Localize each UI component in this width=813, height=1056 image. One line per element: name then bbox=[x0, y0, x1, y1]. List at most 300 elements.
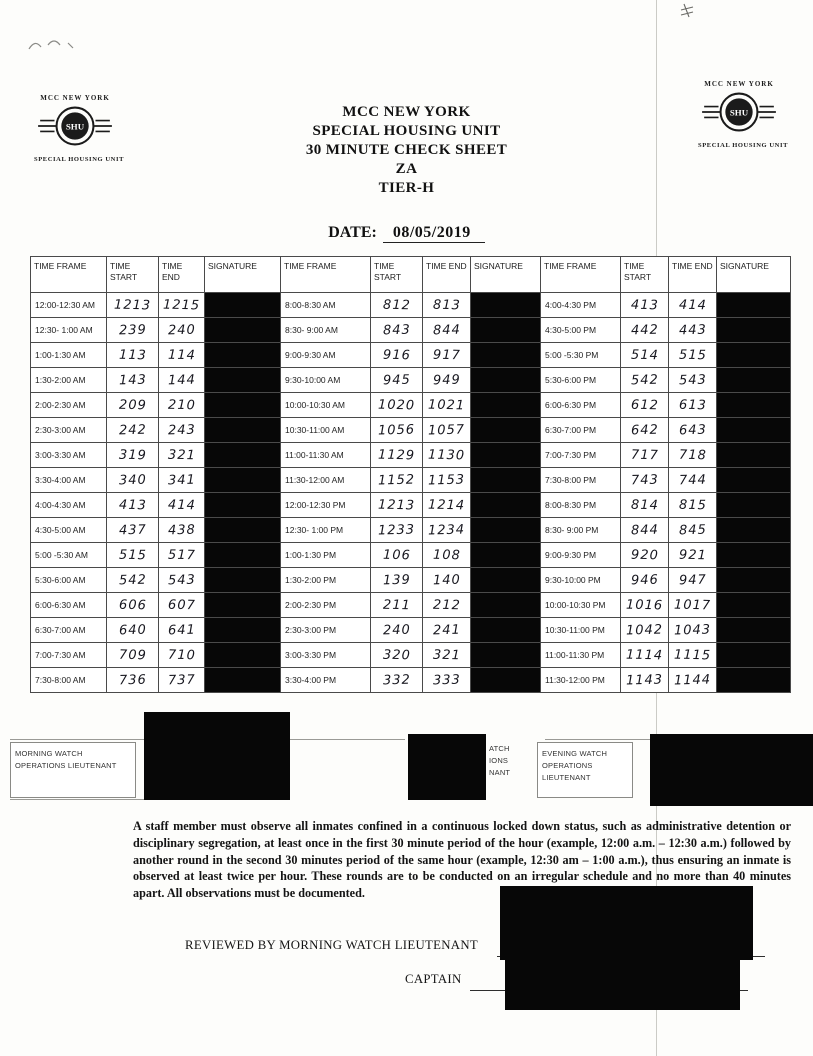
signature-cell-redacted bbox=[717, 668, 791, 693]
signature-cell-redacted bbox=[717, 343, 791, 368]
signature-cell-redacted bbox=[205, 593, 281, 618]
col-header-time-frame: TIME FRAME bbox=[281, 257, 371, 293]
handwritten-time: 917 bbox=[432, 347, 461, 364]
handwritten-time: 640 bbox=[118, 622, 147, 639]
time-end-cell bbox=[669, 593, 717, 618]
handwritten-time: 1057 bbox=[427, 422, 466, 439]
handwritten-time: 321 bbox=[167, 447, 196, 464]
time-end-cell bbox=[423, 418, 471, 443]
signature-cell-redacted bbox=[205, 543, 281, 568]
handwritten-time: 438 bbox=[167, 522, 196, 539]
signature-cell-redacted bbox=[717, 493, 791, 518]
time-start-cell bbox=[371, 318, 423, 343]
handwritten-time: 1213 bbox=[113, 297, 152, 314]
redaction-box bbox=[500, 886, 753, 960]
signature-cell-redacted bbox=[717, 293, 791, 318]
table-row bbox=[31, 643, 791, 668]
col-header-time-frame: TIME FRAME bbox=[541, 257, 621, 293]
signature-cell-redacted bbox=[471, 618, 541, 643]
col-header-time-end: TIME END bbox=[159, 257, 205, 293]
signature-cell-redacted bbox=[717, 618, 791, 643]
time-frame-cell: 10:00-10:30 PM bbox=[541, 593, 621, 618]
handwritten-time: 1213 bbox=[377, 497, 416, 514]
handwritten-time: 241 bbox=[432, 622, 461, 639]
title-line-2: SPECIAL HOUSING UNIT bbox=[312, 123, 501, 139]
time-start-cell bbox=[621, 293, 669, 318]
col-header-signature: SIGNATURE bbox=[205, 257, 281, 293]
time-start-cell bbox=[107, 618, 159, 643]
table-row bbox=[31, 368, 791, 393]
time-start-cell bbox=[621, 318, 669, 343]
signature-cell-redacted bbox=[471, 418, 541, 443]
handwritten-time: 813 bbox=[432, 297, 461, 314]
time-end-cell bbox=[159, 668, 205, 693]
time-frame-cell: 6:30-7:00 PM bbox=[541, 418, 621, 443]
svg-text:SHU: SHU bbox=[65, 121, 85, 132]
time-frame-cell: 10:30-11:00 AM bbox=[281, 418, 371, 443]
handwritten-time: 1056 bbox=[377, 422, 416, 439]
time-start-cell bbox=[107, 543, 159, 568]
title-line-4: ZA bbox=[395, 161, 418, 177]
handwritten-time: 845 bbox=[678, 522, 707, 539]
time-start-cell bbox=[621, 568, 669, 593]
time-frame-cell: 3:30-4:00 AM bbox=[31, 468, 107, 493]
signature-cell-redacted bbox=[471, 368, 541, 393]
handwritten-time: 211 bbox=[382, 597, 411, 614]
handwritten-time: 144 bbox=[167, 372, 196, 389]
time-end-cell bbox=[669, 343, 717, 368]
signature-cell-redacted bbox=[205, 668, 281, 693]
handwritten-time: 814 bbox=[630, 497, 659, 514]
signature-cell-redacted bbox=[717, 593, 791, 618]
table-row bbox=[31, 468, 791, 493]
time-end-cell bbox=[159, 293, 205, 318]
title-line-1: MCC NEW YORK bbox=[342, 104, 471, 120]
signature-cell-redacted bbox=[471, 493, 541, 518]
handwritten-time: 143 bbox=[118, 372, 147, 389]
handwritten-time: 921 bbox=[678, 547, 707, 564]
signature-cell-redacted bbox=[205, 468, 281, 493]
time-start-cell bbox=[371, 443, 423, 468]
table-row bbox=[31, 443, 791, 468]
time-end-cell bbox=[423, 518, 471, 543]
handwritten-time: 543 bbox=[678, 372, 707, 389]
handwritten-time: 341 bbox=[167, 472, 196, 489]
time-start-cell bbox=[107, 418, 159, 443]
time-start-cell bbox=[621, 443, 669, 468]
signature-cell-redacted bbox=[205, 318, 281, 343]
handwritten-time: 844 bbox=[432, 322, 461, 339]
time-frame-cell: 8:30- 9:00 AM bbox=[281, 318, 371, 343]
handwritten-time: 920 bbox=[630, 547, 659, 564]
time-frame-cell: 3:30-4:00 PM bbox=[281, 668, 371, 693]
signature-cell-redacted bbox=[205, 293, 281, 318]
time-frame-cell: 6:30-7:00 AM bbox=[31, 618, 107, 643]
table-row bbox=[31, 493, 791, 518]
signature-cell-redacted bbox=[717, 543, 791, 568]
day-watch-lieutenant-label-partial bbox=[489, 743, 535, 779]
redaction-box bbox=[650, 734, 813, 806]
time-start-cell bbox=[621, 418, 669, 443]
time-end-cell bbox=[669, 368, 717, 393]
signature-cell-redacted bbox=[717, 393, 791, 418]
check-sheet-table bbox=[30, 256, 791, 693]
logo-subtitle: SPECIAL HOUSING UNIT bbox=[34, 156, 125, 163]
handwritten-time: 321 bbox=[432, 647, 461, 664]
time-start-cell bbox=[371, 518, 423, 543]
handwritten-time: 243 bbox=[167, 422, 196, 439]
time-frame-cell: 2:30-3:00 AM bbox=[31, 418, 107, 443]
col-header-time-end: TIME END bbox=[669, 257, 717, 293]
time-frame-cell: 4:00-4:30 AM bbox=[31, 493, 107, 518]
logo-title: MCC NEW YORK bbox=[704, 80, 774, 88]
time-start-cell bbox=[371, 668, 423, 693]
signature-cell-redacted bbox=[717, 568, 791, 593]
handwritten-time: 613 bbox=[678, 397, 707, 414]
handwritten-time: 514 bbox=[630, 347, 659, 364]
time-frame-cell: 7:00-7:30 PM bbox=[541, 443, 621, 468]
time-frame-cell: 12:00-12:30 AM bbox=[31, 293, 107, 318]
time-end-cell bbox=[669, 618, 717, 643]
time-end-cell bbox=[159, 393, 205, 418]
handwritten-time: 1017 bbox=[673, 597, 712, 614]
handwritten-time: 333 bbox=[432, 672, 461, 689]
time-frame-cell: 5:30-6:00 AM bbox=[31, 568, 107, 593]
handwritten-time: 543 bbox=[167, 572, 196, 589]
signature-cell-redacted bbox=[471, 643, 541, 668]
title-line-5: TIER-H bbox=[378, 180, 435, 196]
time-frame-cell: 1:30-2:00 AM bbox=[31, 368, 107, 393]
col-header-time-start: TIME START bbox=[107, 257, 159, 293]
time-start-cell bbox=[371, 468, 423, 493]
date-row bbox=[0, 224, 813, 242]
table-row bbox=[31, 568, 791, 593]
date-label: DATE: bbox=[328, 224, 377, 241]
time-start-cell bbox=[371, 618, 423, 643]
handwritten-time: 1215 bbox=[162, 297, 201, 314]
time-end-cell bbox=[669, 468, 717, 493]
time-end-cell bbox=[159, 518, 205, 543]
time-frame-cell: 9:00-9:30 PM bbox=[541, 543, 621, 568]
handwritten-time: 413 bbox=[630, 297, 659, 314]
col-header-time-end: TIME END bbox=[423, 257, 471, 293]
time-start-cell bbox=[107, 318, 159, 343]
handwritten-time: 209 bbox=[118, 397, 147, 414]
col-header-signature: SIGNATURE bbox=[471, 257, 541, 293]
time-end-cell bbox=[423, 493, 471, 518]
handwritten-time: 736 bbox=[118, 672, 147, 689]
handwritten-time: 717 bbox=[630, 447, 659, 464]
time-start-cell bbox=[371, 343, 423, 368]
handwritten-time: 1042 bbox=[625, 622, 664, 639]
handwritten-time: 240 bbox=[167, 322, 196, 339]
handwritten-time: 340 bbox=[118, 472, 147, 489]
handwritten-time: 946 bbox=[630, 572, 659, 589]
time-end-cell bbox=[423, 668, 471, 693]
time-frame-cell: 9:00-9:30 AM bbox=[281, 343, 371, 368]
handwritten-time: 443 bbox=[678, 322, 707, 339]
handwritten-time: 139 bbox=[382, 572, 411, 589]
time-end-cell bbox=[423, 543, 471, 568]
handwritten-time: 843 bbox=[382, 322, 411, 339]
time-end-cell bbox=[669, 568, 717, 593]
label-fragment: ATCH bbox=[489, 744, 510, 753]
time-end-cell bbox=[669, 393, 717, 418]
observation-notice-paragraph: A staff member must observe all inmates confined in a continuous locked down status, such as administrative detention or disciplinary segregation, at least once in the first 30 minute period of the hour (example, 12:00 a.m. – 12:30 a.m.) followed by another round in the second 30 minutes period of the same hour (example, 12:30 am – 1:00 a.m.), thus ensuring an inmate is observed at least twice per hour. These rounds are to be conducted on an irregular schedule and no more than 40 minutes apart. All observations must be documented. bbox=[133, 819, 791, 901]
time-start-cell bbox=[621, 343, 669, 368]
time-start-cell bbox=[621, 368, 669, 393]
signature-cell-redacted bbox=[205, 368, 281, 393]
col-header-time-frame: TIME FRAME bbox=[31, 257, 107, 293]
time-frame-cell: 11:30-12:00 PM bbox=[541, 668, 621, 693]
handwritten-time: 140 bbox=[432, 572, 461, 589]
time-start-cell bbox=[371, 568, 423, 593]
time-frame-cell: 6:00-6:30 AM bbox=[31, 593, 107, 618]
time-end-cell bbox=[423, 468, 471, 493]
table-row bbox=[31, 518, 791, 543]
time-frame-cell: 7:00-7:30 AM bbox=[31, 643, 107, 668]
handwritten-time: 1130 bbox=[427, 447, 466, 464]
time-frame-cell: 1:00-1:30 PM bbox=[281, 543, 371, 568]
time-end-cell bbox=[159, 493, 205, 518]
redaction-box bbox=[505, 956, 740, 1010]
time-frame-cell: 2:30-3:00 PM bbox=[281, 618, 371, 643]
time-frame-cell: 12:30- 1:00 AM bbox=[31, 318, 107, 343]
handwritten-time: 1152 bbox=[377, 472, 416, 489]
time-frame-cell: 4:30-5:00 PM bbox=[541, 318, 621, 343]
handwritten-time: 1214 bbox=[427, 497, 466, 514]
signature-cell-redacted bbox=[471, 568, 541, 593]
time-frame-cell: 10:30-11:00 PM bbox=[541, 618, 621, 643]
time-end-cell bbox=[423, 443, 471, 468]
signature-cell-redacted bbox=[205, 618, 281, 643]
time-start-cell bbox=[621, 518, 669, 543]
time-frame-cell: 3:00-3:30 AM bbox=[31, 443, 107, 468]
time-frame-cell: 11:00-11:30 AM bbox=[281, 443, 371, 468]
redaction-box bbox=[144, 712, 290, 800]
handwritten-time: 319 bbox=[118, 447, 147, 464]
time-end-cell bbox=[669, 443, 717, 468]
handwritten-time: 106 bbox=[382, 547, 411, 564]
time-start-cell bbox=[371, 643, 423, 668]
handwritten-time: 1129 bbox=[377, 447, 416, 464]
time-end-cell bbox=[159, 618, 205, 643]
time-end-cell bbox=[423, 593, 471, 618]
time-frame-cell: 5:30-6:00 PM bbox=[541, 368, 621, 393]
time-start-cell bbox=[107, 518, 159, 543]
time-start-cell bbox=[371, 593, 423, 618]
logo-title: MCC NEW YORK bbox=[40, 94, 110, 102]
handwritten-time: 542 bbox=[630, 372, 659, 389]
signature-cell-redacted bbox=[717, 468, 791, 493]
time-frame-cell: 3:00-3:30 PM bbox=[281, 643, 371, 668]
handwritten-time: 1115 bbox=[673, 647, 712, 664]
time-start-cell bbox=[107, 393, 159, 418]
time-start-cell bbox=[107, 343, 159, 368]
signature-cell-redacted bbox=[471, 343, 541, 368]
document-title bbox=[0, 103, 813, 198]
morning-watch-lieutenant-label: MORNING WATCH OPERATIONS LIEUTENANT bbox=[10, 742, 136, 798]
time-frame-cell: 5:00 -5:30 AM bbox=[31, 543, 107, 568]
time-frame-cell: 9:30-10:00 AM bbox=[281, 368, 371, 393]
redaction-box bbox=[408, 734, 486, 800]
signature-cell-redacted bbox=[205, 343, 281, 368]
time-frame-cell: 5:00 -5:30 PM bbox=[541, 343, 621, 368]
handwritten-time: 239 bbox=[118, 322, 147, 339]
handwritten-time: 515 bbox=[678, 347, 707, 364]
handwritten-time: 710 bbox=[167, 647, 196, 664]
handwritten-time: 332 bbox=[382, 672, 411, 689]
time-start-cell bbox=[621, 643, 669, 668]
time-frame-cell: 11:30-12:00 AM bbox=[281, 468, 371, 493]
signature-cell-redacted bbox=[205, 443, 281, 468]
time-start-cell bbox=[621, 668, 669, 693]
time-end-cell bbox=[159, 568, 205, 593]
signature-cell-redacted bbox=[205, 493, 281, 518]
time-frame-cell: 8:00-8:30 PM bbox=[541, 493, 621, 518]
time-start-cell bbox=[371, 418, 423, 443]
time-end-cell bbox=[159, 593, 205, 618]
table-row bbox=[31, 543, 791, 568]
time-start-cell bbox=[371, 543, 423, 568]
handwritten-time: 517 bbox=[167, 547, 196, 564]
evening-watch-lieutenant-label: EVENING WATCH OPERATIONS LIEUTENANT bbox=[537, 742, 633, 798]
signature-cell-redacted bbox=[471, 293, 541, 318]
signature-cell-redacted bbox=[205, 418, 281, 443]
signature-cell-redacted bbox=[471, 468, 541, 493]
time-start-cell bbox=[371, 368, 423, 393]
signature-cell-redacted bbox=[471, 318, 541, 343]
time-frame-cell: 6:00-6:30 PM bbox=[541, 393, 621, 418]
handwritten-time: 949 bbox=[432, 372, 461, 389]
time-end-cell bbox=[669, 518, 717, 543]
table-row bbox=[31, 593, 791, 618]
time-frame-cell: 4:30-5:00 AM bbox=[31, 518, 107, 543]
time-frame-cell: 2:00-2:30 PM bbox=[281, 593, 371, 618]
handwritten-time: 320 bbox=[382, 647, 411, 664]
captain-label: CAPTAIN bbox=[405, 972, 462, 986]
logo-subtitle: SPECIAL HOUSING UNIT bbox=[698, 142, 789, 149]
time-end-cell bbox=[423, 568, 471, 593]
time-start-cell bbox=[107, 643, 159, 668]
time-start-cell bbox=[107, 468, 159, 493]
time-end-cell bbox=[159, 418, 205, 443]
signature-cell-redacted bbox=[471, 443, 541, 468]
time-start-cell bbox=[621, 618, 669, 643]
title-line-3: 30 MINUTE CHECK SHEET bbox=[305, 142, 508, 158]
table-row bbox=[31, 393, 791, 418]
time-start-cell bbox=[371, 293, 423, 318]
handwritten-time: 542 bbox=[118, 572, 147, 589]
time-end-cell bbox=[669, 293, 717, 318]
time-frame-cell: 2:00-2:30 AM bbox=[31, 393, 107, 418]
time-end-cell bbox=[159, 643, 205, 668]
handwritten-time: 414 bbox=[678, 297, 707, 314]
handwritten-time: 844 bbox=[630, 522, 659, 539]
handwritten-time: 643 bbox=[678, 422, 707, 439]
time-start-cell bbox=[107, 293, 159, 318]
table-row bbox=[31, 343, 791, 368]
time-frame-cell: 10:00-10:30 AM bbox=[281, 393, 371, 418]
table-row bbox=[31, 618, 791, 643]
handwritten-time: 744 bbox=[678, 472, 707, 489]
signature-cell-redacted bbox=[717, 368, 791, 393]
time-start-cell bbox=[371, 393, 423, 418]
time-end-cell bbox=[159, 443, 205, 468]
signature-cell-redacted bbox=[717, 418, 791, 443]
handwritten-time: 242 bbox=[118, 422, 147, 439]
handwritten-time: 240 bbox=[382, 622, 411, 639]
time-end-cell bbox=[159, 468, 205, 493]
handwritten-time: 114 bbox=[167, 347, 196, 364]
handwritten-time: 641 bbox=[167, 622, 196, 639]
handwritten-time: 612 bbox=[630, 397, 659, 414]
signature-cell-redacted bbox=[717, 318, 791, 343]
time-frame-cell: 7:30-8:00 AM bbox=[31, 668, 107, 693]
time-frame-cell: 1:00-1:30 AM bbox=[31, 343, 107, 368]
handwritten-time: 606 bbox=[118, 597, 147, 614]
col-header-time-start: TIME START bbox=[371, 257, 423, 293]
time-end-cell bbox=[159, 368, 205, 393]
handwritten-time: 709 bbox=[118, 647, 147, 664]
time-start-cell bbox=[621, 493, 669, 518]
signature-cell-redacted bbox=[205, 393, 281, 418]
time-start-cell bbox=[107, 443, 159, 468]
label-fragment: IONS bbox=[489, 756, 509, 765]
handwritten-time: 1020 bbox=[377, 397, 416, 414]
handwritten-time: 737 bbox=[167, 672, 196, 689]
handwritten-time: 1143 bbox=[625, 672, 664, 689]
handwritten-time: 414 bbox=[167, 497, 196, 514]
time-end-cell bbox=[669, 668, 717, 693]
time-start-cell bbox=[621, 393, 669, 418]
signature-cell-redacted bbox=[717, 443, 791, 468]
pen-mark bbox=[678, 2, 696, 25]
time-start-cell bbox=[107, 493, 159, 518]
time-frame-cell: 12:30- 1:00 PM bbox=[281, 518, 371, 543]
handwritten-time: 413 bbox=[118, 497, 147, 514]
form-rule-line bbox=[545, 739, 653, 740]
time-end-cell bbox=[669, 493, 717, 518]
handwritten-time: 743 bbox=[630, 472, 659, 489]
signature-cell-redacted bbox=[471, 593, 541, 618]
date-value: 08/05/2019 bbox=[383, 224, 485, 243]
time-frame-cell: 11:00-11:30 PM bbox=[541, 643, 621, 668]
handwritten-time: 437 bbox=[118, 522, 147, 539]
table-row bbox=[31, 318, 791, 343]
signature-cell-redacted bbox=[717, 643, 791, 668]
time-frame-cell: 7:30-8:00 PM bbox=[541, 468, 621, 493]
time-end-cell bbox=[423, 393, 471, 418]
time-end-cell bbox=[423, 343, 471, 368]
time-end-cell bbox=[423, 368, 471, 393]
handwritten-time: 947 bbox=[678, 572, 707, 589]
handwritten-time: 1233 bbox=[377, 522, 416, 539]
label-fragment: NANT bbox=[489, 768, 511, 777]
handwritten-time: 718 bbox=[678, 447, 707, 464]
time-end-cell bbox=[423, 293, 471, 318]
handwritten-time: 607 bbox=[167, 597, 196, 614]
time-start-cell bbox=[621, 593, 669, 618]
signature-cell-redacted bbox=[717, 518, 791, 543]
handwritten-time: 442 bbox=[630, 322, 659, 339]
handwritten-time: 1144 bbox=[673, 672, 712, 689]
time-end-cell bbox=[159, 343, 205, 368]
signature-cell-redacted bbox=[471, 668, 541, 693]
time-start-cell bbox=[621, 468, 669, 493]
signature-cell-redacted bbox=[205, 568, 281, 593]
handwritten-time: 108 bbox=[432, 547, 461, 564]
